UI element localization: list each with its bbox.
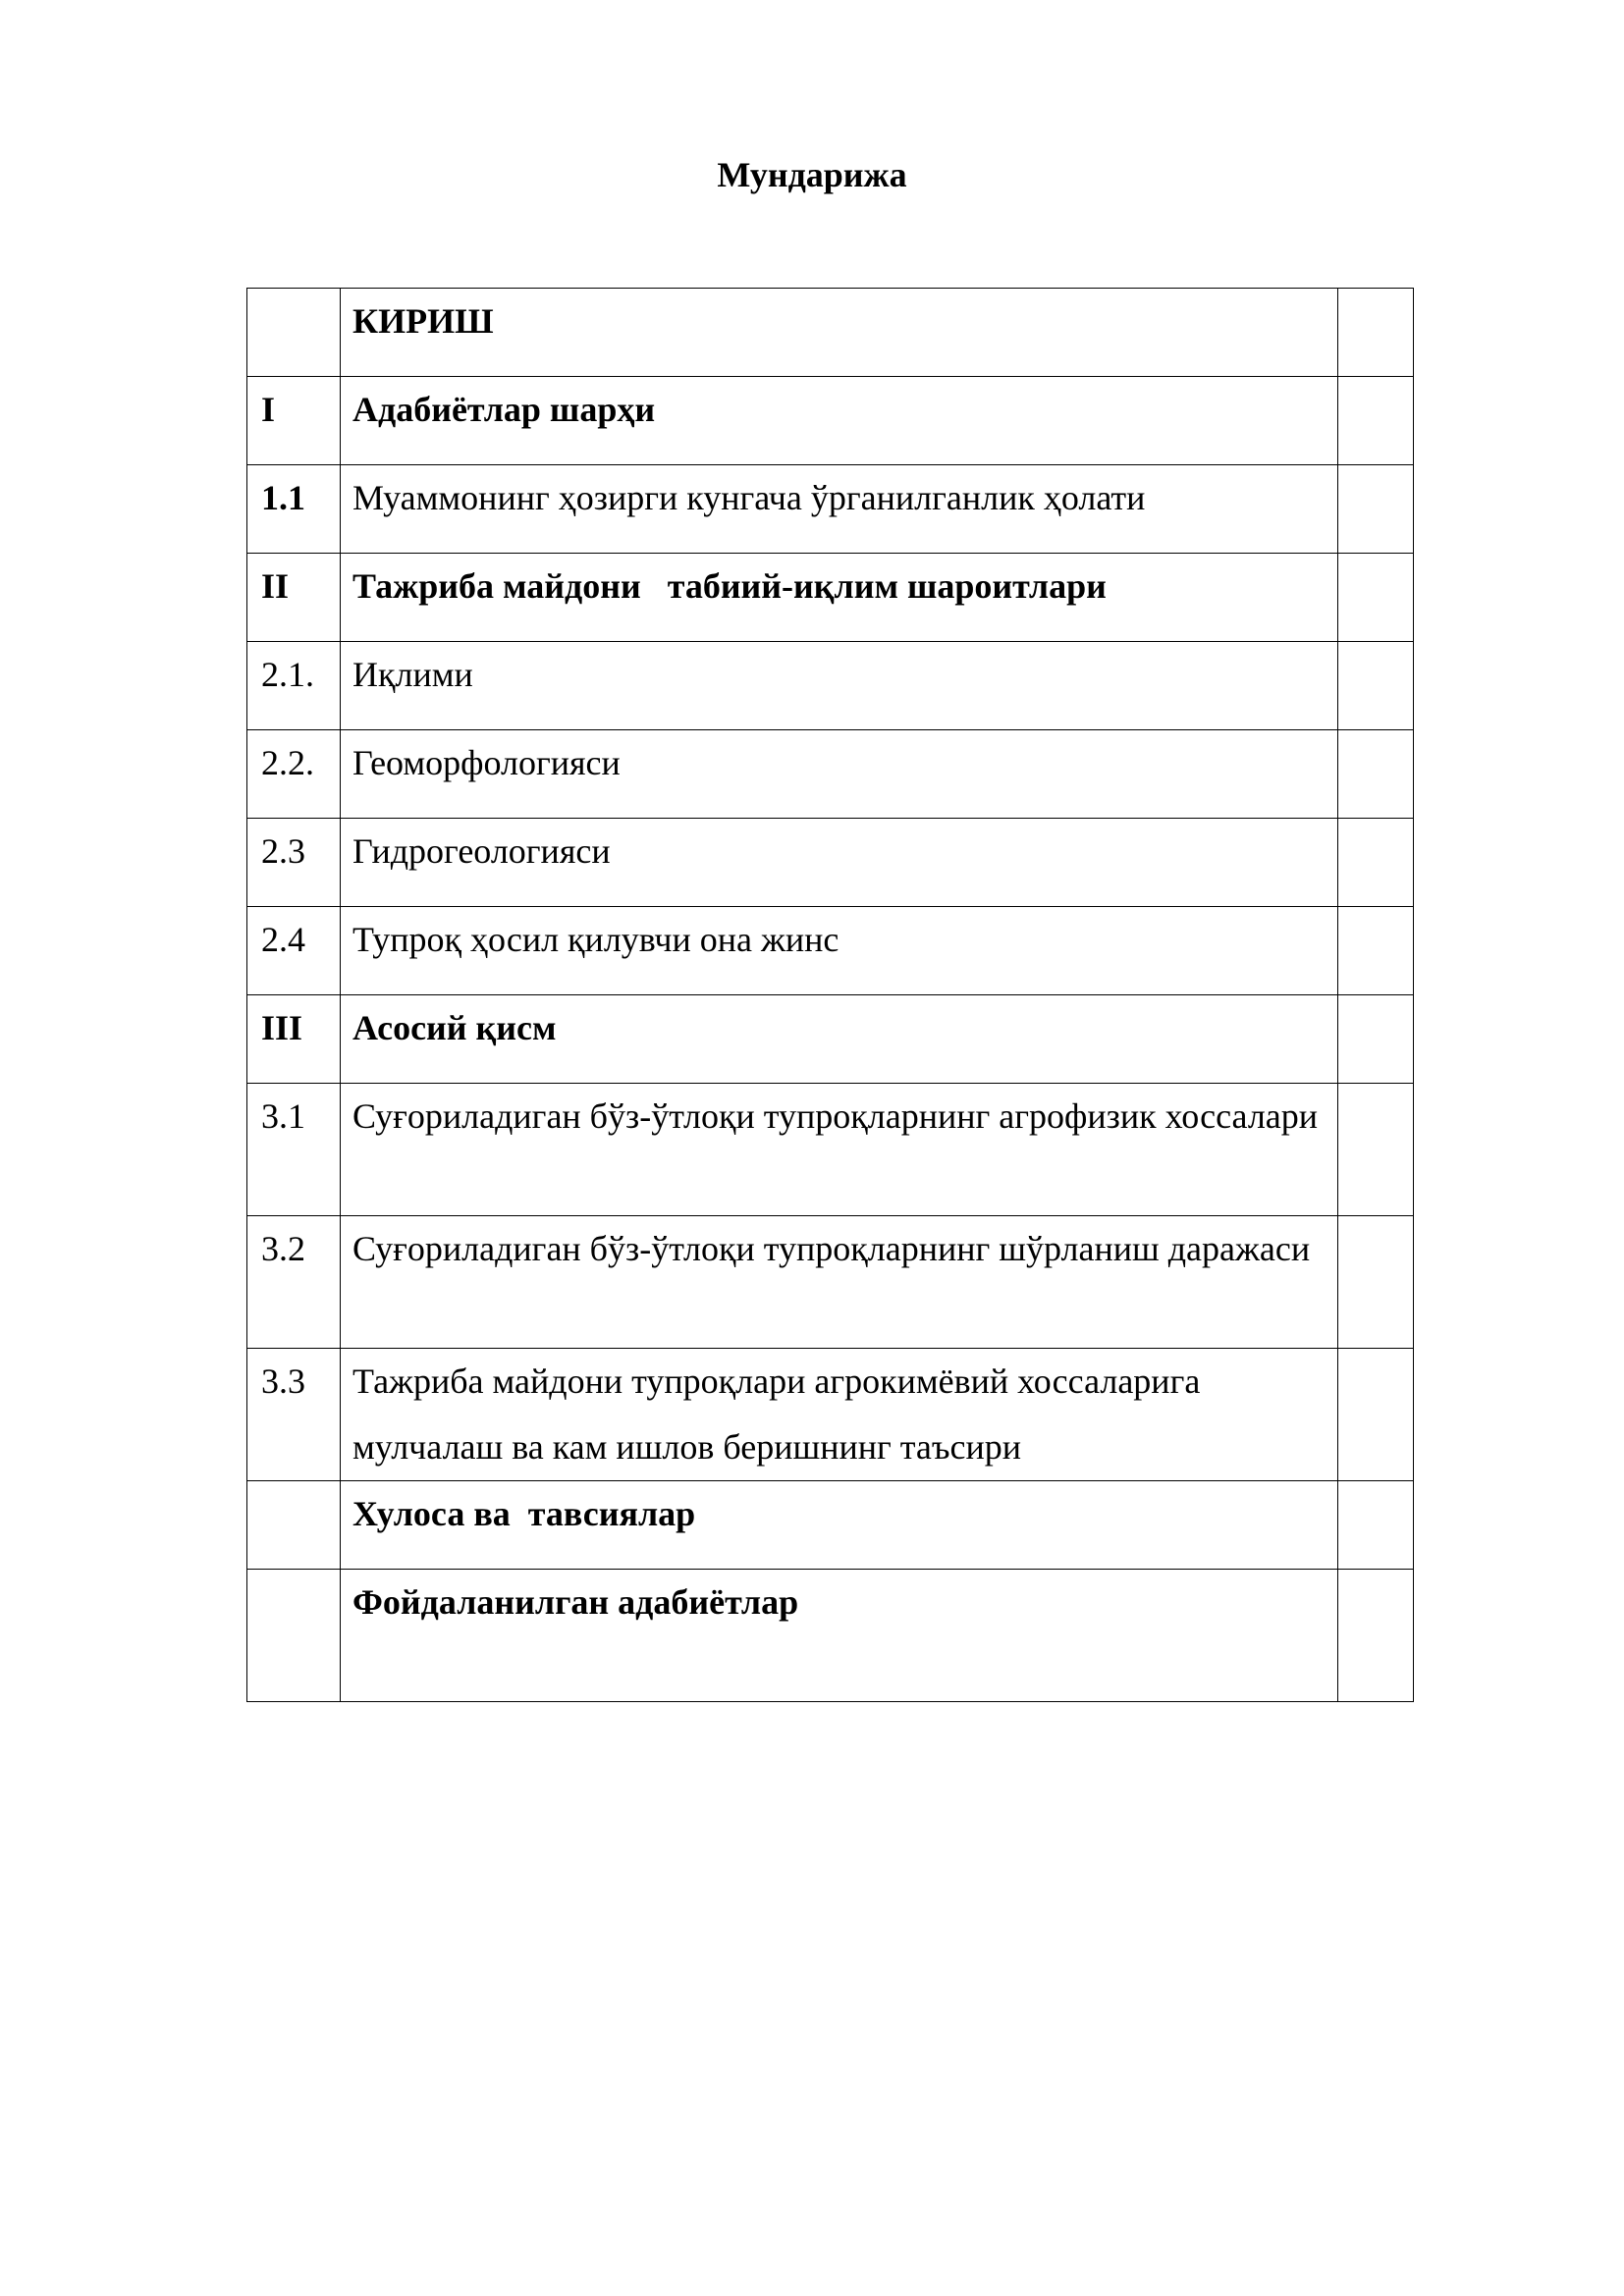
toc-row-number: 2.1. [247, 642, 341, 730]
toc-row [247, 554, 1414, 642]
toc-row [247, 819, 1414, 907]
toc-row-page [1338, 1349, 1414, 1481]
toc-row-number [247, 1570, 341, 1702]
toc-row-title: КИРИШ [341, 289, 1338, 377]
toc-row [247, 1349, 1414, 1481]
toc-row [247, 289, 1414, 377]
toc-row-title: Иқлими [341, 642, 1338, 730]
toc-row-number: I [247, 377, 341, 465]
toc-row-number: 2.3 [247, 819, 341, 907]
toc-row [247, 642, 1414, 730]
toc-row-number: 3.1 [247, 1084, 341, 1216]
toc-row-title: Гидрогеологияси [341, 819, 1338, 907]
toc-row-number: 3.3 [247, 1349, 341, 1481]
toc-row [247, 1216, 1414, 1349]
toc-row [247, 1570, 1414, 1702]
toc-row-number: 2.4 [247, 907, 341, 995]
toc-row-number [247, 1481, 341, 1570]
toc-row-page [1338, 554, 1414, 642]
toc-row [247, 465, 1414, 554]
toc-row-title: Адабиётлар шарҳи [341, 377, 1338, 465]
toc-row-page [1338, 819, 1414, 907]
toc-row-title: Фойдаланилган адабиётлар [341, 1570, 1338, 1702]
toc-row-page [1338, 907, 1414, 995]
toc-row-page [1338, 465, 1414, 554]
toc-row-page [1338, 1481, 1414, 1570]
toc-row [247, 1481, 1414, 1570]
toc-row-number: III [247, 995, 341, 1084]
toc-row [247, 1084, 1414, 1216]
toc-row-page [1338, 995, 1414, 1084]
toc-row-title: Муаммонинг ҳозирги кунгача ўрганилганлик ҳолати [341, 465, 1338, 554]
toc-row-page [1338, 1084, 1414, 1216]
toc-row-number: 1.1 [247, 465, 341, 554]
toc-row-number: 2.2. [247, 730, 341, 819]
toc-row-page [1338, 1216, 1414, 1349]
toc-row-number [247, 289, 341, 377]
toc-row-number: 3.2 [247, 1216, 341, 1349]
toc-row-title: Тажриба майдони табиий-иқлим шароитлари [341, 554, 1338, 642]
toc-row-page [1338, 377, 1414, 465]
toc-row-page [1338, 1570, 1414, 1702]
page-title: Мундарижа [717, 155, 907, 194]
toc-row [247, 995, 1414, 1084]
toc-row-title: Суғориладиган бўз-ўтлоқи тупроқларнинг шўрланиш даражаси [341, 1216, 1338, 1349]
toc-row-page [1338, 642, 1414, 730]
toc-row-title: Тажриба майдони тупроқлари агрокимёвий хоссаларига мулчалаш ва кам ишлов беришнинг таъсири [341, 1349, 1338, 1481]
toc-row-title: Хулоса ва тавсиялар [341, 1481, 1338, 1570]
toc-row-title: Тупроқ ҳосил қилувчи она жинс [341, 907, 1338, 995]
toc-row-title: Геоморфологияси [341, 730, 1338, 819]
table-of-contents [246, 288, 1414, 1702]
toc-row-title: Асосий қисм [341, 995, 1338, 1084]
toc-row [247, 377, 1414, 465]
toc-row-page [1338, 730, 1414, 819]
toc-row-number: II [247, 554, 341, 642]
toc-row [247, 730, 1414, 819]
toc-row [247, 907, 1414, 995]
toc-row-title: Суғориладиган бўз-ўтлоқи тупроқларнинг агрофизик хоссалари [341, 1084, 1338, 1216]
toc-row-page [1338, 289, 1414, 377]
